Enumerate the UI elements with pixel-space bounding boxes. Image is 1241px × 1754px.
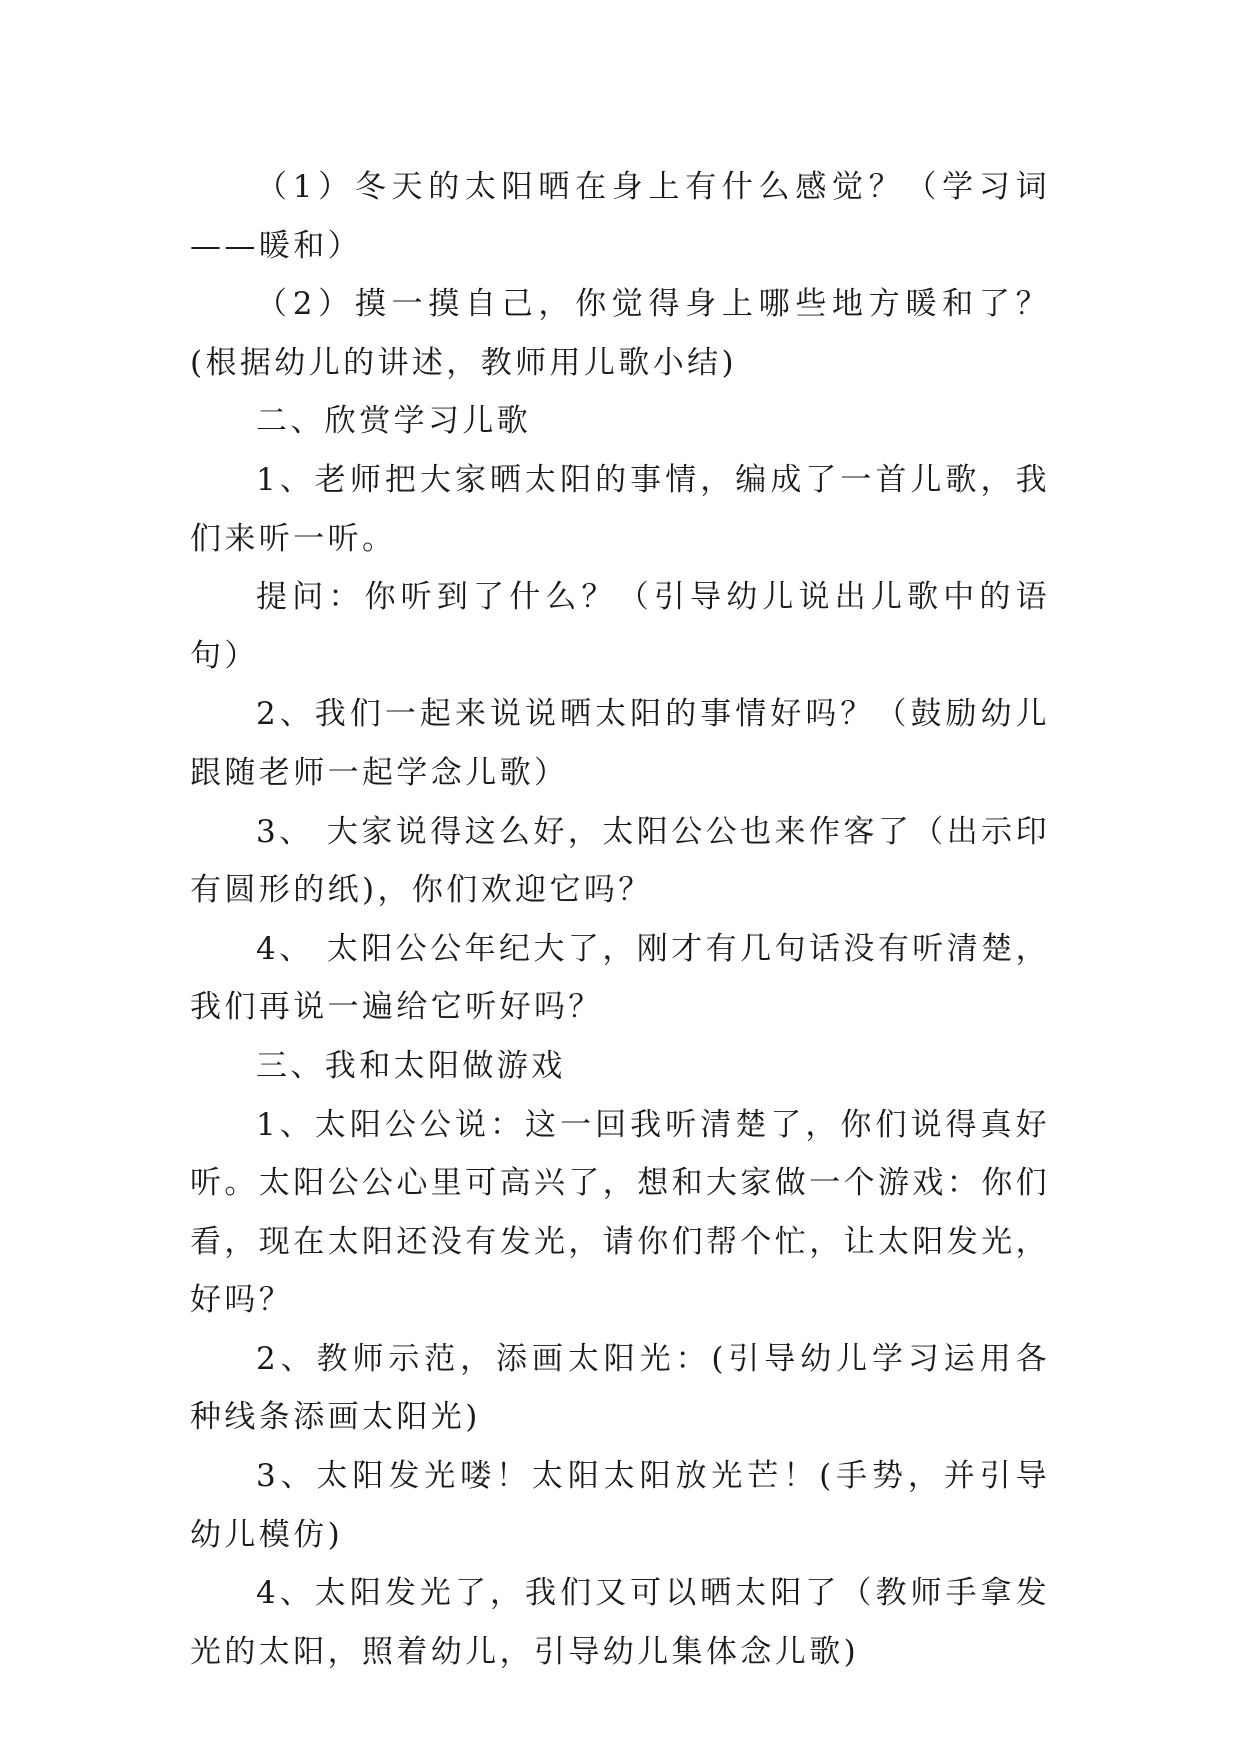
paragraph-3-4: 4、太阳发光了，我们又可以晒太阳了（教师手拿发光的太阳，照着幼儿，引导幼儿集体念儿歌) bbox=[190, 1575, 1050, 1670]
document-body bbox=[190, 158, 1050, 1681]
paragraph-3-2: 2、教师示范，添画太阳光：(引导幼儿学习运用各种线条添画太阳光) bbox=[190, 1340, 1050, 1436]
paragraph-3-1: 1、太阳公公说：这一回我听清楚了，你们说得真好听。太阳公公心里可高兴了，想和大家做一个游戏：你们看，现在太阳还没有发光，请你们帮个忙，让太阳发光，好吗？ bbox=[190, 1106, 1050, 1319]
paragraph-3-3: 3、太阳发光喽！太阳太阳放光芒！(手势，并引导幼儿模仿) bbox=[190, 1458, 1050, 1553]
paragraph-question: 提问：你听到了什么？（引导幼儿说出儿歌中的语句） bbox=[190, 579, 1050, 674]
paragraph-2-2: 2、我们一起来说说晒太阳的事情好吗？（鼓励幼儿跟随老师一起学念儿歌） bbox=[190, 696, 1050, 791]
section-heading-3: 三、我和太阳做游戏 bbox=[256, 1047, 566, 1084]
paragraph-q1: （1）冬天的太阳晒在身上有什么感觉？（学习词——暖和） bbox=[190, 169, 1050, 264]
section-heading-2: 二、欣赏学习儿歌 bbox=[256, 403, 532, 440]
paragraph-q2: （2）摸一摸自己，你觉得身上哪些地方暖和了？(根据幼儿的讲述，教师用儿歌小结) bbox=[190, 286, 1050, 381]
paragraph-2-3: 3、 大家说得这么好，太阳公公也来作客了（出示印有圆形的纸)，你们欢迎它吗？ bbox=[190, 813, 1050, 909]
paragraph-2-1: 1、老师把大家晒太阳的事情，编成了一首儿歌，我们来听一听。 bbox=[190, 461, 1050, 557]
paragraph-2-4: 4、 太阳公公年纪大了，刚才有几句话没有听清楚，我们再说一遍给它听好吗？ bbox=[190, 930, 1050, 1026]
